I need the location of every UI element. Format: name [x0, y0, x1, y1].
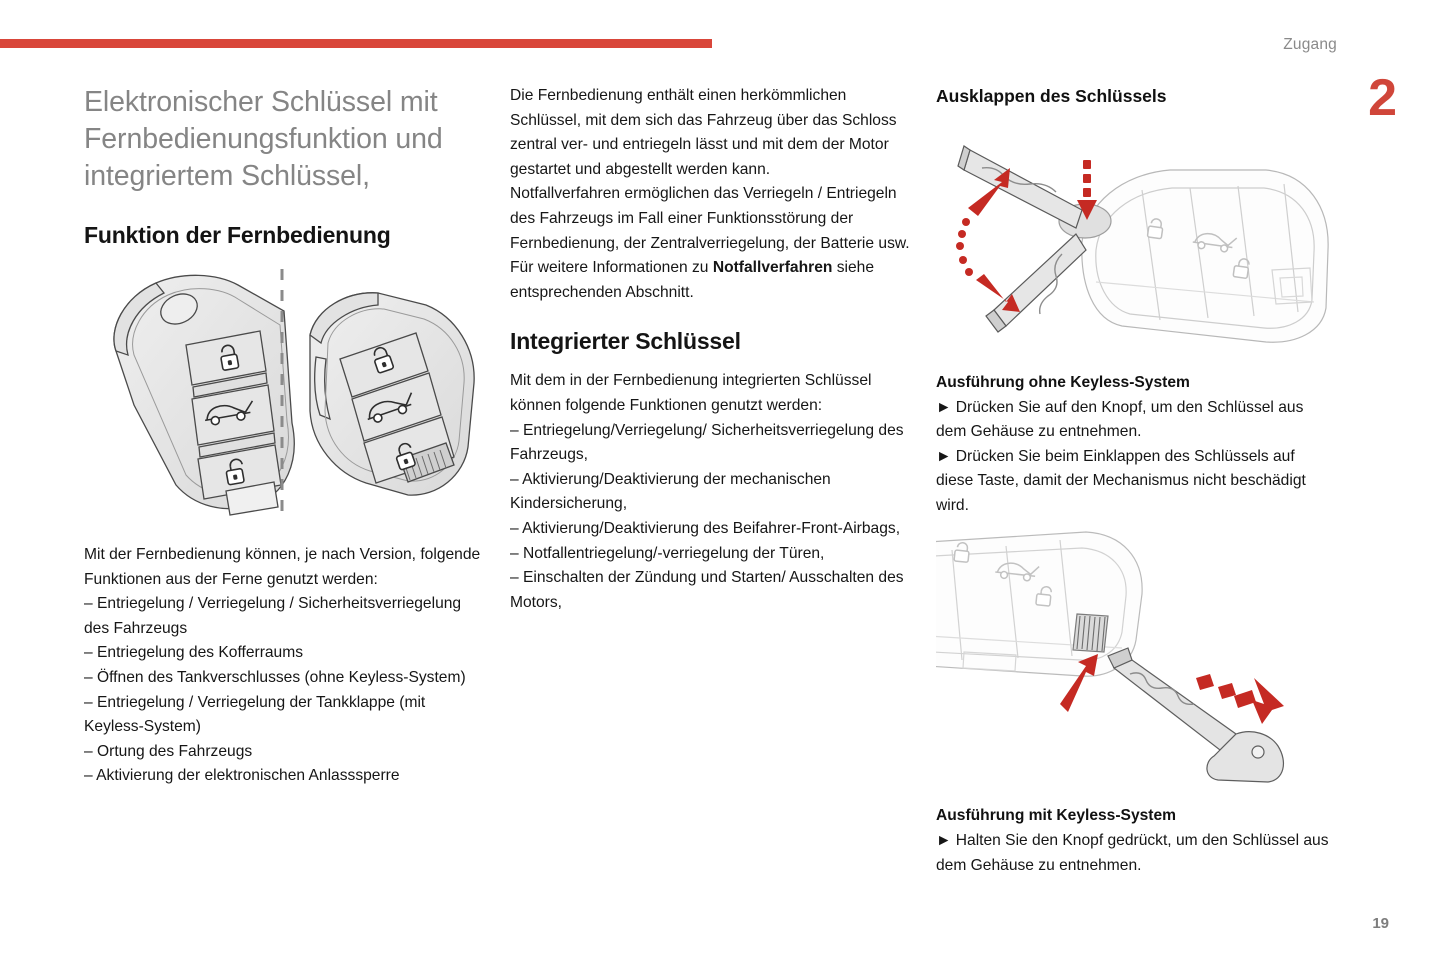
list-item: – Entriegelung des Kofferraums [84, 644, 304, 662]
paragraph-conventional-key: Die Fernbedienung enthält einen herkömmlichen Schlüssel, mit dem sich das Fahrzeug über das Schloss zentral ver- und entriegeln lässt und mit dem der Motor gestartet und abgestellt werden kann. [510, 87, 897, 178]
integrated-key-intro: Mit dem in der Fernbedienung integrierten Schlüssel können folgende Funktionen genutzt werden: [510, 372, 872, 414]
list-item: – Entriegelung / Verriegelung der Tankklappe (mit Keyless-System) [84, 693, 426, 736]
key-blade-up [958, 146, 1082, 228]
list-item: – Einschalten der Zündung und Starten/ Ausschalten des Motors, [510, 569, 904, 611]
key-removal-illustration [936, 528, 1336, 790]
section-heading-remote-function: Funktion der Fernbedienung [84, 222, 391, 248]
list-item: – Öffnen des Tankverschlusses (ohne Keyless-System) [84, 668, 466, 686]
chapter-number: 2 [1368, 69, 1397, 127]
remote-functions-intro: Mit der Fernbedienung können, je nach Version, folgende Funktionen aus der Ferne genutzt werden: [84, 546, 481, 588]
column-left [84, 84, 484, 789]
subheading-with-keyless: Ausführung mit Keyless-System [936, 807, 1177, 825]
subheading-without-keyless: Ausführung ohne Keyless-System [936, 374, 1190, 391]
emergency-procedure-emphasis: Notfallverfahren [712, 259, 833, 277]
figure-key-removal [936, 528, 1336, 790]
figure-two-key-fobs [78, 263, 484, 525]
column-right [936, 84, 1336, 878]
list-item: – Aktivierung/Deaktivierung des Beifahrer-Front-Airbags, [510, 519, 901, 537]
paragraph-emergency-suffix: siehe entsprechenden Abschnitt. [510, 259, 875, 301]
paragraph-emergency-procedures [510, 182, 910, 305]
list-item: – Entriegelung/Verriegelung/ Sicherheitsverriegelung des Fahrzeugs, [510, 421, 904, 464]
instruction-step: ► Drücken Sie beim Einklappen des Schlüssels auf diese Taste, damit der Mechanismus nicht beschädigt wird. [936, 447, 1306, 514]
page-number: 19 [1372, 915, 1389, 932]
instruction-step: ► Halten Sie den Knopf gedrückt, um den Schlüssel aus dem Gehäuse zu entnehmen. [936, 831, 1329, 874]
knurled-release-wheel [1073, 614, 1108, 652]
key-fob-front [114, 275, 294, 515]
list-item: – Aktivierung der elektronischen Anlasssperre [84, 767, 400, 785]
two-key-fobs-illustration [78, 263, 478, 525]
list-item: – Aktivierung/Deaktivierung der mechanischen Kindersicherung, [510, 470, 831, 513]
column-middle [510, 84, 910, 615]
list-item: – Notfallentriegelung/-verriegelung der Türen, [510, 544, 825, 562]
detached-key-blade [1108, 648, 1283, 782]
list-item: – Entriegelung / Verriegelung / Sicherheitsverriegelung des Fahrzeugs [84, 595, 462, 637]
key-blade-down [986, 234, 1086, 332]
figure-key-unfolding [936, 130, 1336, 355]
section-heading-integrated-key: Integrierter Schlüssel [510, 328, 741, 355]
running-head: Zugang [1283, 36, 1337, 53]
key-fob-angled [310, 293, 474, 495]
paragraph-emergency-prefix: Notfallverfahren ermöglichen das Verriegeln / Entriegeln des Fahrzeugs im Fall einer Funktionsstörung der Fernbedienung, der Zentralverriegelung, der Batterie usw. Für weitere Informationen zu [510, 185, 910, 277]
instruction-step: ► Drücken Sie auf den Knopf, um den Schlüssel aus dem Gehäuse zu entnehmen. [936, 398, 1304, 441]
header-accent-rule [0, 39, 712, 48]
key-fob-body [1082, 170, 1328, 342]
list-item: – Ortung des Fahrzeugs [84, 742, 253, 760]
section-heading-unfold-key: Ausklappen des Schlüssels [936, 86, 1167, 106]
page-title: Elektronischer Schlüssel mit Fernbedienungsfunktion und integriertem Schlüssel, [84, 86, 443, 192]
key-unfolding-illustration [936, 130, 1336, 355]
